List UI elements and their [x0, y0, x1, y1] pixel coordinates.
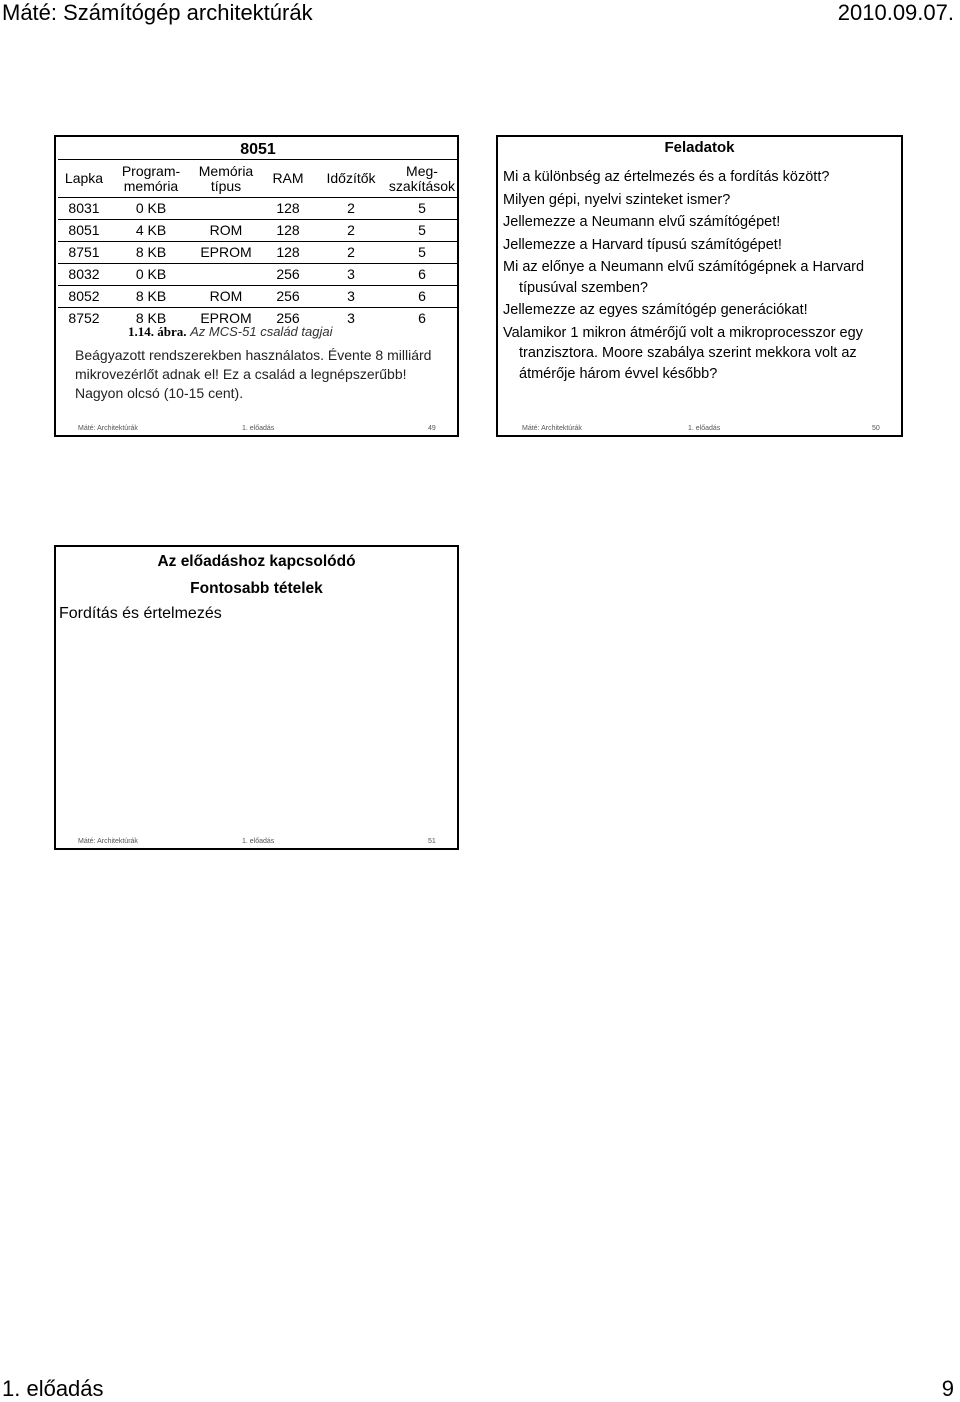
table-row — [58, 198, 458, 220]
list-item: Jellemezze az egyes számítógép generációkat! — [503, 302, 808, 318]
list-item: Jellemezze a Neumann elvű számítógépet! — [503, 214, 781, 230]
mcs51-table — [58, 139, 458, 329]
table-cell: 3 — [316, 264, 386, 286]
table-cell: 2 — [316, 242, 386, 264]
caption-text: Az MCS-51 család tagjai — [190, 324, 333, 339]
slide-footer-number: 50 — [872, 425, 880, 432]
table-cell: 256 — [276, 310, 300, 326]
list-item: Milyen gépi, nyelvi szinteket ismer? — [503, 191, 731, 208]
table-cell: 8051 — [58, 220, 110, 242]
slide-footer-number: 51 — [428, 838, 436, 845]
table-cell: 3 — [316, 286, 386, 308]
table-row — [58, 220, 458, 242]
table-cell — [192, 264, 260, 286]
table-cell: 5 — [386, 198, 458, 220]
list-item: Mi az előnye a Neumann elvű számítógépnek a Harvard típusúval szemben? — [503, 259, 865, 296]
question-list — [503, 167, 897, 386]
header-cell: Lapka — [58, 160, 110, 198]
table-cell: 256 — [260, 286, 316, 308]
table-cell: 0 KB — [110, 198, 192, 220]
table-row — [58, 264, 458, 286]
table-cell: EPROM — [192, 242, 260, 264]
slide-footer-lecture: 1. előadás — [688, 425, 721, 432]
table-row — [58, 242, 458, 264]
slide-49 — [54, 135, 459, 437]
table-cell: EPROM — [200, 310, 252, 326]
table-cell — [192, 198, 260, 220]
table-cell: ROM — [192, 220, 260, 242]
table-cell: 6 — [386, 286, 458, 308]
page-footer-lecture: 1. előadás — [2, 1376, 104, 1401]
slide-paragraph: Beágyazott rendszerekben használatos. Évente 8 milliárd mikrovezérlőt adnak el! Ez a család a legnépszerűbb! Nagyon olcsó (10-15 cent). — [75, 347, 432, 401]
table-cell: 6 — [386, 264, 458, 286]
table-cell: 8 KB — [110, 242, 192, 264]
table-cell: 8752 — [68, 310, 100, 326]
table-cell: 128 — [260, 242, 316, 264]
slide-subtitle: Fontosabb tételek — [190, 580, 323, 597]
table-cell: 8 KB — [135, 310, 167, 326]
table-cell: 128 — [260, 198, 316, 220]
table-cell: 5 — [386, 242, 458, 264]
table-header-row — [58, 160, 458, 198]
list-item: Valamikor 1 mikron átmérőjű volt a mikroprocesszor egy tranzisztora. Moore szabálya szerint mekkora volt az átmérője három évvel később? — [503, 324, 863, 382]
table-title: 8051 — [58, 139, 458, 160]
table-cell: 256 — [260, 264, 316, 286]
table-cell: 5 — [386, 220, 458, 242]
slide-title: Feladatok — [664, 139, 735, 156]
table-cell: 0 KB — [110, 264, 192, 286]
slide-footer-number: 49 — [428, 425, 436, 432]
header-cell: Időzítők — [316, 160, 386, 198]
slide-body-text: Fordítás és értelmezés — [59, 605, 222, 622]
table-cell: 4 KB — [110, 220, 192, 242]
page-header-date: 2010.09.07. — [837, 0, 954, 25]
slide-title: Az előadáshoz kapcsolódó — [157, 553, 356, 570]
page-header-title: Máté: Számítógép architektúrák — [2, 0, 313, 25]
table-cell: 8 KB — [110, 286, 192, 308]
slide-footer-author: Máté: Architektúrák — [78, 425, 138, 432]
table-cell: 2 — [316, 198, 386, 220]
table-cell: 8751 — [58, 242, 110, 264]
table-cell: 8032 — [58, 264, 110, 286]
header-cell: Program-memória — [110, 160, 192, 198]
header-cell: RAM — [260, 160, 316, 198]
table-cell: 6 — [418, 310, 426, 326]
table-cell: 3 — [347, 310, 355, 326]
list-item: Jellemezze a Harvard típusú számítógépet! — [503, 236, 782, 253]
slide-footer-lecture: 1. előadás — [242, 425, 275, 432]
slide-footer-author: Máté: Architektúrák — [522, 425, 582, 432]
caption-number: 1.14. ábra. — [128, 324, 187, 339]
slide-footer-lecture: 1. előadás — [242, 838, 275, 845]
slide-51 — [54, 545, 459, 850]
table-cell: ROM — [192, 286, 260, 308]
table-cell: 2 — [316, 220, 386, 242]
slide-footer-author: Máté: Architektúrák — [78, 838, 138, 845]
list-item: Mi a különbség az értelmezés és a fordítás között? — [503, 169, 830, 185]
table-cell: 8031 — [58, 198, 110, 220]
table-cell: 128 — [260, 220, 316, 242]
page-number: 9 — [941, 1376, 954, 1401]
header-cell: Memória típus — [192, 160, 260, 198]
figure-caption — [128, 324, 332, 340]
header-cell: Meg-szakítások — [386, 160, 458, 198]
table-row — [58, 286, 458, 308]
table-cell: 8052 — [58, 286, 110, 308]
slide-50 — [496, 135, 903, 437]
